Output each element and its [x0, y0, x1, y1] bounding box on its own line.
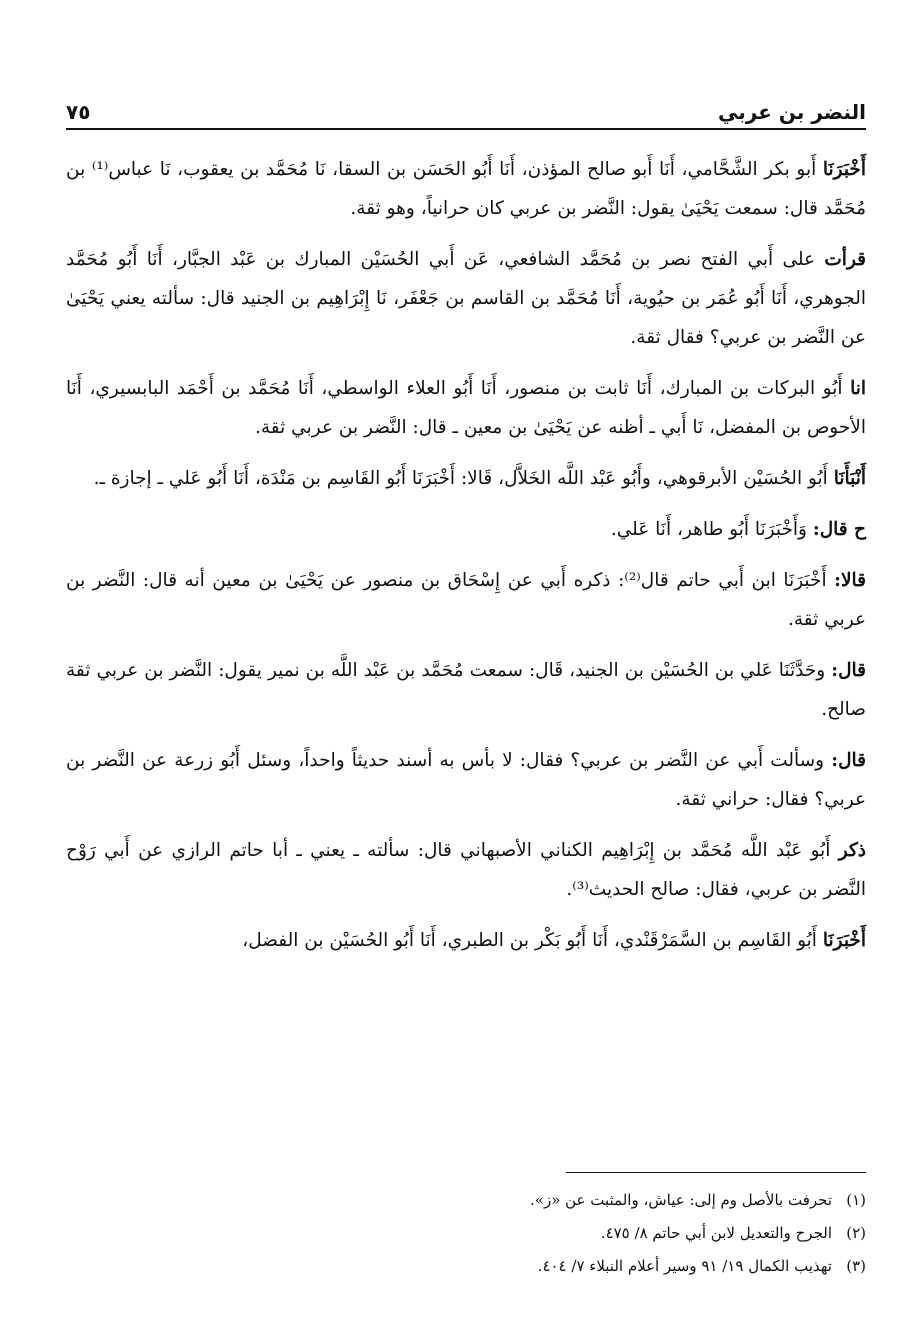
paragraph-10	[66, 921, 866, 960]
paragraph-text: أَبُو الحُسَيْن الأبرقوهي، وأَبُو عَبْد اللَّه الخَلاَّل، قَالا: أَخْبَرَنَا أَبُو القَاسِم بن مَنْدَة، أَنَا أَبُو عَلي ـ إجازة ـ.	[93, 468, 834, 489]
paragraph-lead: قال:	[831, 750, 866, 771]
footnote-text: تحرفت بالأصل وم إلى: عياش، والمثبت عن «ز».	[530, 1191, 832, 1209]
footnote-1	[66, 1184, 866, 1217]
paragraph-lead: ذكر	[838, 840, 866, 861]
footnote-2	[66, 1217, 866, 1250]
paragraph-6	[66, 561, 866, 639]
paragraph-text: وسألت أَبي عن النَّضر بن عربي؟ فقال: لا بأس به أسند حديثاً واحداً، وسئل أَبُو زرعة عن النَّضر بن عربي؟ فقال: حراني ثقة.	[66, 750, 866, 810]
paragraph-8	[66, 741, 866, 819]
footnotes	[66, 1184, 866, 1283]
paragraph-3	[66, 369, 866, 447]
paragraph-lead: أَخْبَرَنَا	[822, 159, 867, 180]
paragraph-text: أَبُو القَاسِم بن السَّمَرْقَنْدي، أَنَا أَبُو بَكْر بن الطبري، أَنَا أَبُو الحُسَيْن بن الفضل،	[242, 930, 823, 951]
paragraph-text: أَبُو عَبْد اللَّه مُحَمَّد بن إِبْرَاهِيم الكناني الأصبهاني قال: سألته ـ يعني ـ أبا حاتم الرازي عن أَبي رَوْح النَّضر بن عربي، فقال: صالح الحديث⁽³⁾.	[66, 840, 866, 900]
paragraph-lead: أَخْبَرَنَا	[822, 930, 866, 951]
paragraph-text: أَخْبَرَنَا ابن أَبي حاتم قال⁽²⁾: ذكره أَبي عن إِسْحَاق بن منصور عن يَحْيَىٰ بن معين أنه قال: النَّضر بن عربي ثقة.	[66, 570, 866, 630]
paragraph-7	[66, 651, 866, 729]
paragraph-lead: ح قال:	[812, 519, 866, 540]
paragraph-lead: انا	[850, 378, 866, 399]
page-number: ٧٥	[66, 100, 91, 124]
paragraph-1	[66, 150, 866, 228]
footnote-number: (٢)	[846, 1224, 866, 1242]
running-title: النضر بن عربي	[718, 100, 866, 124]
footnote-number: (١)	[846, 1191, 866, 1209]
paragraph-9	[66, 831, 866, 909]
paragraph-2	[66, 240, 866, 357]
paragraph-text: أَبو بكر الشَّحَّامي، أَنَا أَبو صالح المؤذن، أَنَا أَبُو الحَسَن بن السقا، نَا مُحَمَّد بن يعقوب، نَا عباس⁽¹⁾ بن مُحَمَّد قال: سمعت يَحْيَىٰ يقول: النَّضر بن عربي كان حرانياً، وهو ثقة.	[66, 159, 866, 219]
footnote-text: تهذيب الكمال ١٩/ ٩١ وسير أعلام النبلاء ٧/ ٤٠٤.	[537, 1257, 832, 1275]
paragraph-lead: قرأت	[824, 249, 866, 270]
paragraph-text: وَأَخْبَرَنَا أَبُو طاهر، أَنَا عَلي.	[610, 519, 813, 540]
footnote-text: الجرح والتعديل لابن أبي حاتم ٨/ ٤٧٥.	[600, 1224, 832, 1242]
paragraph-lead: أَنْبَأَنَا	[833, 468, 866, 489]
running-header	[66, 88, 866, 124]
header-rule	[66, 128, 866, 130]
paragraph-text: وحَدَّثَنَا عَلي بن الحُسَيْن بن الجنيد، قَال: سمعت مُحَمَّد بن عَبْد اللَّه بن نمير يقول: النَّضر بن عربي ثقة صالح.	[66, 660, 866, 720]
paragraph-text: أَبُو البركات بن المبارك، أَنَا ثابت بن منصور، أَنَا أَبُو العلاء الواسطي، أَنَا مُحَمَّد بن أَحْمَد البابسيري، أَنَا الأحوص بن المفضل، نَا أَبي ـ أظنه عن يَحْيَىٰ بن معين ـ قال: النَّضر بن عربي ثقة.	[66, 378, 866, 438]
footnote-rule	[566, 1172, 866, 1173]
paragraph-lead: قال:	[831, 660, 866, 681]
paragraph-lead: قالا:	[834, 570, 866, 591]
footnote-number: (٣)	[846, 1257, 866, 1275]
paragraph-text: على أَبي الفتح نصر بن مُحَمَّد الشافعي، عَن أَبي الحُسَيْن المبارك بن عَبْد الجبَّار، أَنَا أَبُو مُحَمَّد الجوهري، أَنَا أَبُو عُمَر بن حيُوية، أَنَا مُحَمَّد بن القاسم بن جَعْفَر، نَا إِبْرَاهِيم بن الجنيد قال: سألته يعني يَحْيَىٰ عن النَّضر بن عربي؟ فقال ثقة.	[66, 249, 866, 348]
paragraph-5	[66, 510, 866, 549]
paragraph-4	[66, 459, 866, 498]
footnote-3	[66, 1250, 866, 1283]
main-text	[66, 150, 866, 972]
